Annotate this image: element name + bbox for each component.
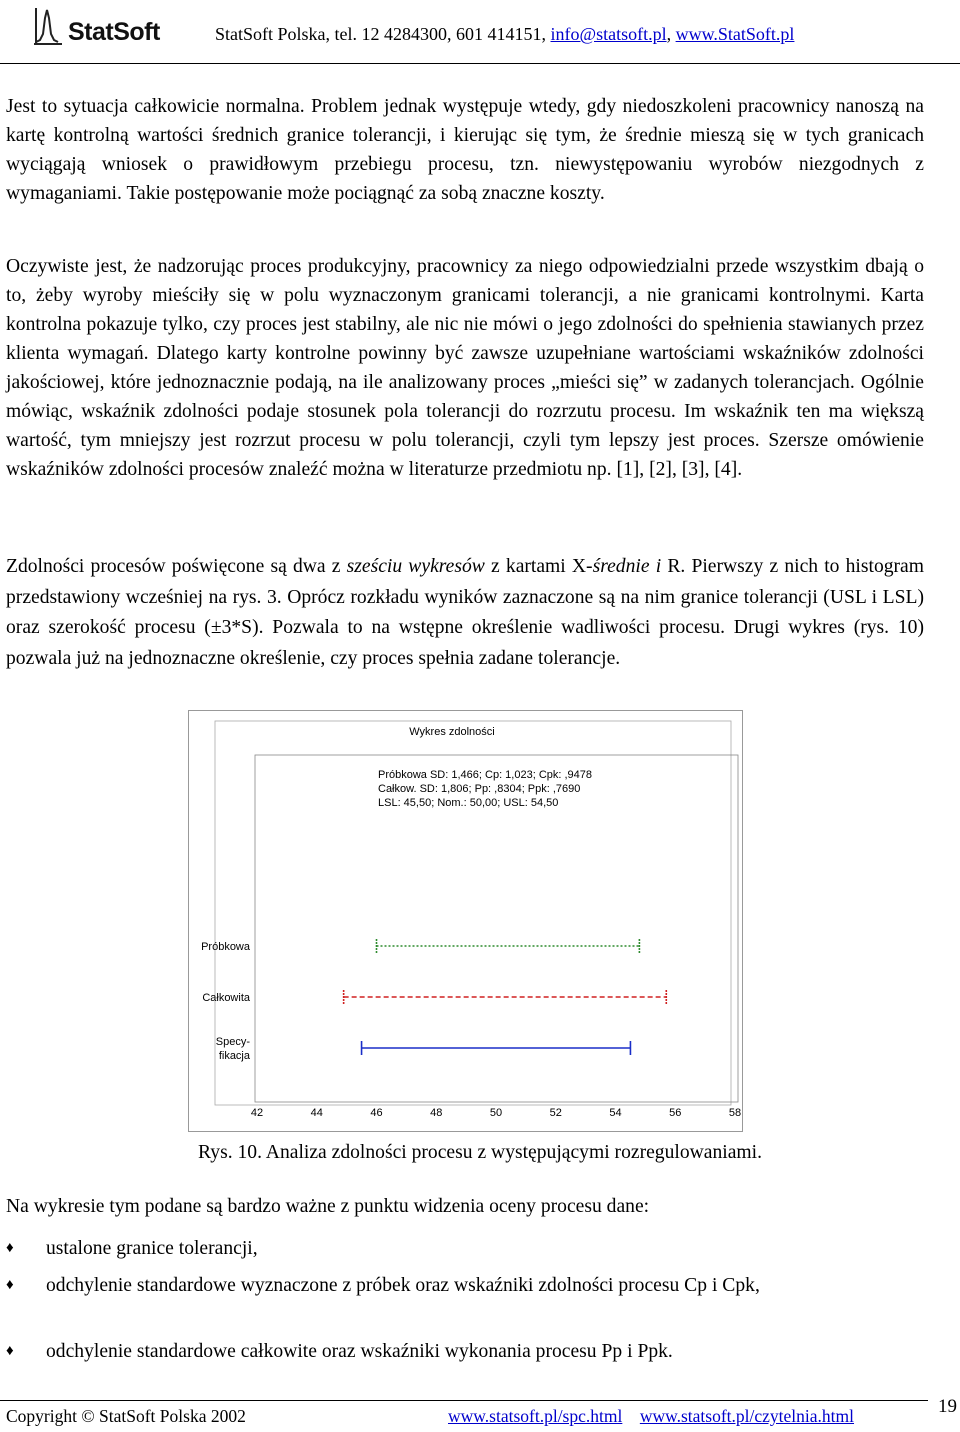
x-tick-label: 48 (430, 1107, 443, 1119)
paragraph-3-part-c: z kartami X- (484, 556, 593, 577)
page-number: 19 (938, 1396, 957, 1417)
footer-links (448, 1406, 854, 1427)
czytelnia-link[interactable]: www.statsoft.pl/czytelnia.html (639, 1406, 855, 1426)
website-link[interactable]: www.StatSoft.pl (675, 24, 795, 44)
x-tick-label: 54 (609, 1107, 622, 1119)
chart-title: Wykres zdolności (409, 726, 495, 738)
list-intro: Na wykresie tym podane są bardzo ważne z punktu widzenia oceny procesu dane: (6, 1196, 650, 1217)
footer-divider (0, 1400, 928, 1401)
interval-row (201, 939, 639, 953)
paragraph-1: Jest to sytuacja całkowicie normalna. Problem jednak występuje wtedy, gdy niedoszkoleni pracownicy nanoszą na kartę kontrolną wartości średnich granice tolerancji, i kierując się tym, że średnie mieszą się w tych granicach wyciągają wniosek o prawidłowym przebiegu procesu, tzn. niewystępowaniu wyrobów niezgodnych z wymaganiami. Takie postępowanie może pociągnąć za sobą znaczne koszty. (6, 96, 924, 204)
diamond-bullet-icon: ♦ (6, 1277, 14, 1293)
logo-wordmark: StatSoft (68, 18, 160, 46)
paragraph-2: Oczywiste jest, że nadzorując proces produkcyjny, pracownicy za niego odpowiedzialni przede wszystkim dbają o to, żeby wyroby mieściły się w polu wyznaczonym granicami tolerancji, a nie granicami kontrolnymi. Karta kontrolna pokazuje tylko, czy proces jest stabilny, ale nic nie mówi o jego zdolności do spełnienia stawianych przez klienta wymagań. Dlatego karty kontrolne powinny być zawsze uzupełniane wartościami wskaźników zdolności jakościowej, które jednoznacznie podają, na ile analizowany proces „mieści się” w zadanych tolerancjach. Ogólnie mówiąc, wskaźnik zdolności podaje stosunek pola tolerancji do rozrzutu procesu. Im wskaźnik ten ma większą wartość, tym mniejszy jest rozrzut procesu w polu tolerancji, czyli tym lepszy jest proces. Szersze omówienie wskaźników zdolności procesów znaleźć można w literaturze przedmiotu np. [1], [2], [3], [4]. (6, 256, 924, 480)
x-tick-label: 44 (310, 1107, 323, 1119)
paragraph-3-part-e: R. Pierwszy z nich to histogram przedstawiony wcześniej na rys. 3. Oprócz rozkładu wyników zaznaczone są na nim granice tolerancji (USL i LSL) oraz szerokość procesu (±3*S). Pozwala to na wstępne określenie wadliwości procesu. Drugi wykres (rys. 10) pozwala już na jednoznaczne określenie, czy proces spełnia zadane tolerancje. (6, 556, 924, 669)
capability-chart (188, 710, 743, 1132)
list-item-text: ustalone granice tolerancji, (46, 1238, 258, 1259)
header-contact-text: StatSoft Polska, tel. 12 4284300, 601 414151, (215, 24, 551, 44)
row-label: Specy- (215, 1036, 250, 1048)
header-separator: , (666, 24, 676, 44)
diamond-bullet-icon: ♦ (6, 1240, 14, 1256)
chart-stats-line-3: LSL: 45,50; Nom.: 50,00; USL: 54,50 (378, 797, 559, 809)
x-tick-label: 52 (549, 1107, 562, 1119)
list-item-text: odchylenie standardowe całkowite oraz wskaźniki wykonania procesu Pp i Ppk. (46, 1341, 673, 1362)
x-tick-label: 50 (489, 1107, 503, 1119)
chart-x-ticks (251, 1107, 741, 1119)
paragraph-3-italic-b: średnie i (592, 556, 662, 577)
chart-stats-line-2: Całkow. SD: 1,806; Pp: ,8304; Ppk: ,7690 (378, 783, 581, 795)
x-tick-label: 58 (728, 1107, 742, 1119)
capability-chart-svg (189, 711, 742, 1131)
figure-caption: Rys. 10. Analiza zdolności procesu z występującymi rozregulowaniami. (197, 1142, 763, 1163)
interval-row (216, 1036, 631, 1062)
paragraph-3 (6, 552, 924, 674)
row-label: Próbkowa (201, 941, 250, 953)
x-tick-label: 42 (250, 1107, 264, 1119)
interval-row (202, 990, 666, 1004)
logo-curve-icon (34, 6, 64, 46)
email-link[interactable]: info@statsoft.pl (550, 24, 667, 44)
row-label: Całkowita (202, 992, 250, 1004)
paragraph-3-part-a: Zdolności procesów poświęcone są dwa z (6, 556, 347, 577)
header-divider (0, 63, 960, 64)
paragraph-3-italic-a: sześciu wykresów (346, 556, 485, 577)
row-label: fikacja (218, 1050, 250, 1062)
diamond-bullet-icon: ♦ (6, 1343, 14, 1359)
spc-link[interactable]: www.statsoft.pl/spc.html (448, 1406, 623, 1426)
chart-stats-line-1: Próbkowa SD: 1,466; Cp: 1,023; Cpk: ,9478 (378, 769, 593, 781)
statsoft-logo (4, 4, 194, 48)
x-tick-label: 46 (370, 1107, 383, 1119)
chart-rows (201, 939, 666, 1062)
footer-copyright: Copyright © StatSoft Polska 2002 (6, 1406, 246, 1426)
list-item-text: odchylenie standardowe wyznaczone z próbek oraz wskaźniki zdolności procesu Cp i Cpk, (46, 1275, 760, 1296)
x-tick-label: 56 (669, 1107, 682, 1119)
header-contact (215, 24, 794, 45)
